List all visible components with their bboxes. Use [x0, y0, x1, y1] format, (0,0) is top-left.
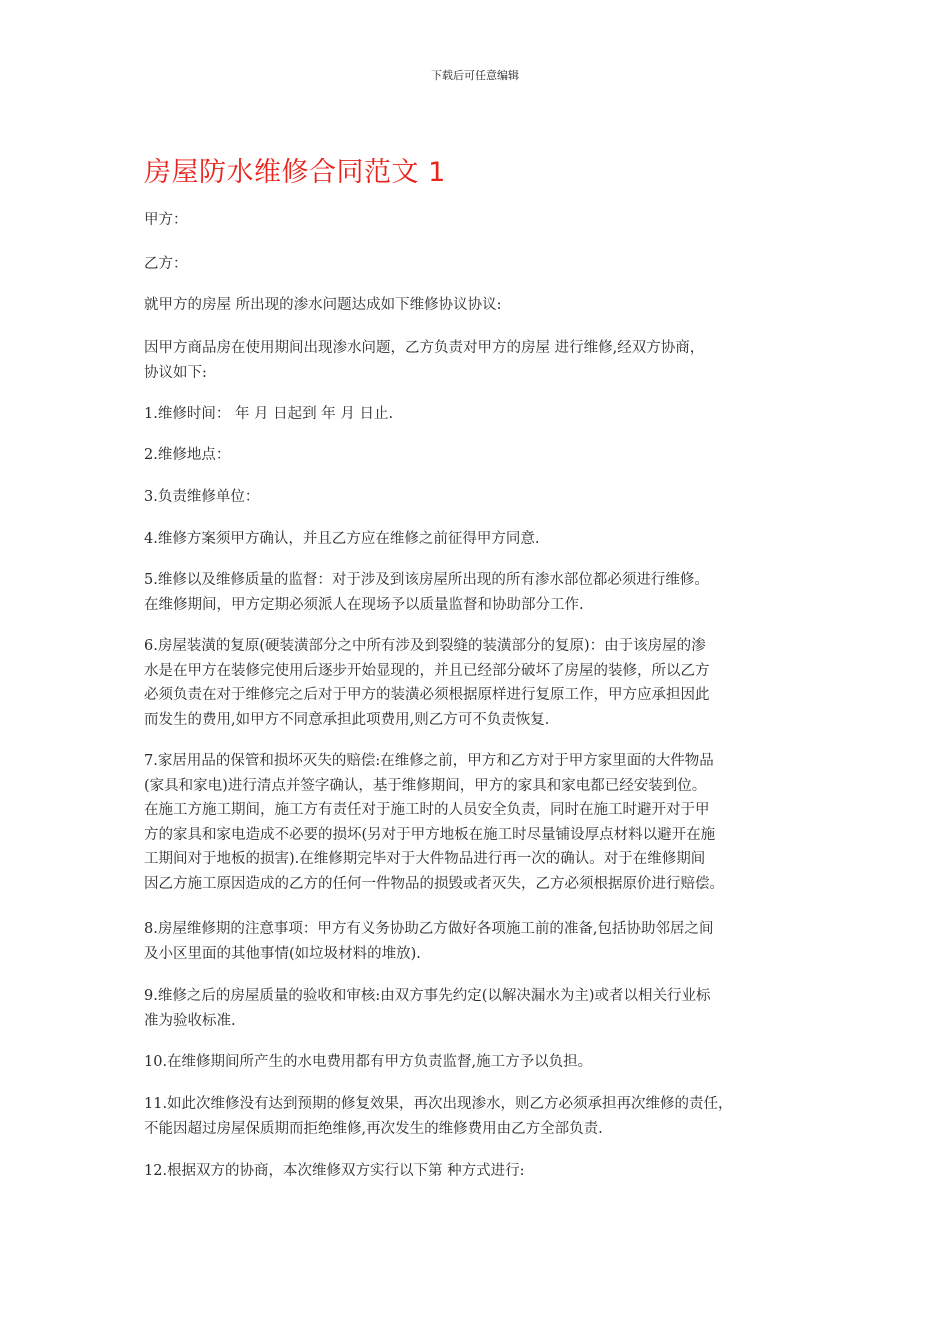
clause-11-re-repair: 11.如此次维修没有达到预期的修复效果，再次出现渗水，则乙方必须承担再次维修的责任， 不能因超过房屋保质期而拒绝维修,再次发生的维修费用由乙方全部负责. — [144, 1096, 733, 1137]
clause-5-quality-supervision: 5.维修以及维修质量的监督：对于涉及到该房屋所出现的所有渗水部位都必须进行维修。 在维修期间，甲方定期必须派人在现场予以质量监督和协助部分工作. — [144, 572, 709, 613]
clause-4-repair-plan: 4.维修方案须甲方确认，并且乙方应在维修之前征得甲方同意. — [144, 531, 540, 547]
document-title: 房屋防水维修合同范文 1 — [144, 157, 446, 188]
paragraph-agreement: 因甲方商品房在使用期间出现渗水问题，乙方负责对甲方的房屋 进行维修,经双方协商， 协议如下: — [144, 340, 705, 381]
header-note: 下载后可任意编辑 — [431, 69, 519, 82]
clause-2-repair-location: 2.维修地点： — [144, 447, 231, 463]
paragraph-intro: 就甲方的房屋 所出现的渗水问题达成如下维修协议协议: — [144, 297, 502, 313]
clause-1-repair-time: 1.维修时间： 年 月 日起到 年 月 日止. — [144, 406, 394, 422]
paragraph-party-a: 甲方： — [144, 212, 188, 228]
clause-7-furniture-compensation: 7.家居用品的保管和损坏灭失的赔偿:在维修之前，甲方和乙方对于甲方家里面的大件物品 (家具和家电)进行清点并签字确认，基于维修期间，甲方的家具和家电都已经安装到位。 在施工方施工期间，施工方有责任对于施工时的人员安全负责，同时在施工时避开对于甲 方的家具和家电造成不必要的损坏(另对于甲方地板在施工时尽量铺设厚点材料以避开在施 工期间对于地板的损害).在维修期完毕对于大件物品进行再一次的确认。对于在维修期间 因乙方施工原因造成的乙方的任何一件物品的损毁或者灭失，乙方必须根据原价进行赔偿。 — [144, 753, 724, 892]
paragraph-party-b: 乙方： — [144, 256, 188, 272]
clause-3-repair-unit: 3.负责维修单位： — [144, 489, 260, 505]
clause-8-precautions: 8.房屋维修期的注意事项：甲方有义务协助乙方做好各项施工前的准备,包括协助邻居之间 及小区里面的其他事情(如垃圾材料的堆放). — [144, 921, 714, 962]
clause-6-decoration-restore: 6.房屋装潢的复原(硬装潢部分之中所有涉及到裂缝的装潢部分的复原)：由于该房屋的渗 水是在甲方在装修完使用后逐步开始显现的，并且已经部分破坏了房屋的装修，所以乙方 必须负责在对于维修完之后对于甲方的装潢必须根据原样进行复原工作，甲方应承担因此 而发生的费用,如甲方不同意承担此项费用,则乙方可不负责恢复. — [144, 638, 710, 728]
clause-12-method: 12.根据双方的协商，本次维修双方实行以下第 种方式进行: — [144, 1163, 525, 1179]
clause-10-utility-fees: 10.在维修期间所产生的水电费用都有甲方负责监督,施工方予以负担。 — [144, 1054, 593, 1070]
clause-9-acceptance: 9.维修之后的房屋质量的验收和审核:由双方事先约定(以解决漏水为主)或者以相关行业标 准为验收标准. — [144, 988, 711, 1029]
